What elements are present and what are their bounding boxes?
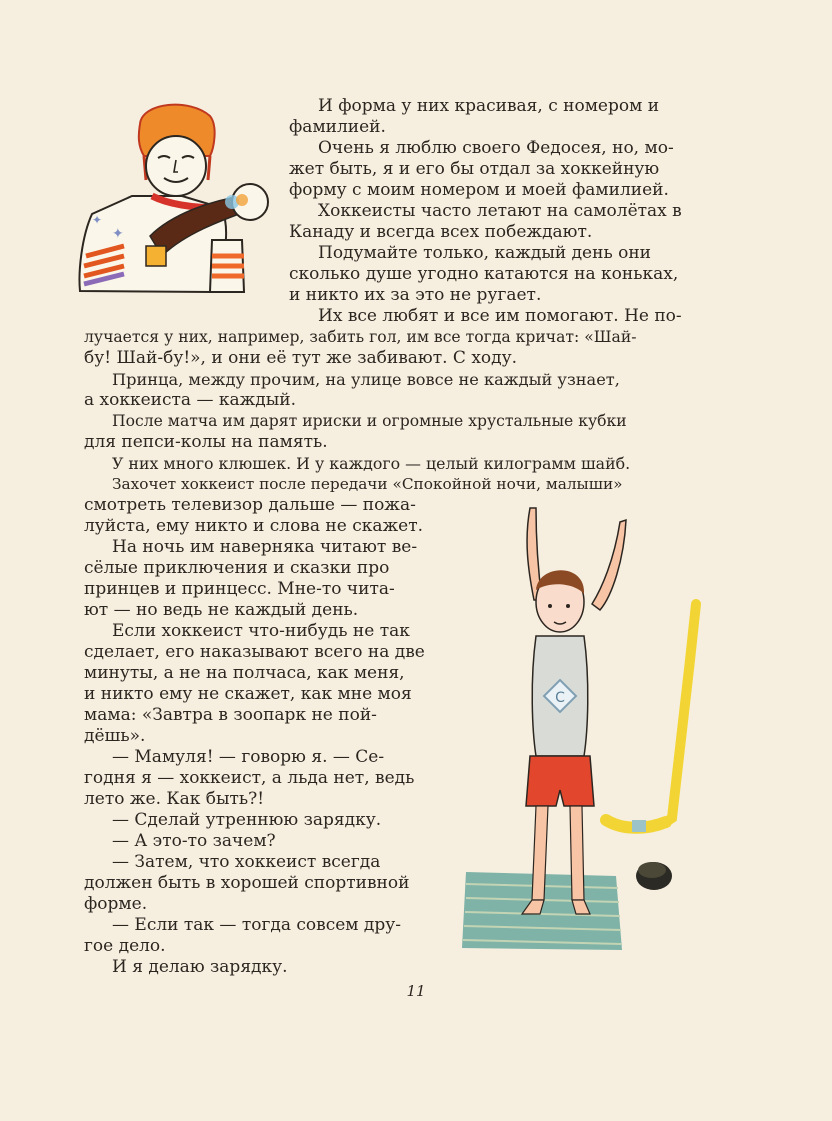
- jersey-letter: С: [555, 690, 565, 706]
- text-line: должен быть в хорошей спортивной: [84, 873, 410, 893]
- text-line: Если хоккеист что-нибудь не так: [112, 621, 410, 641]
- text-line: Очень я люблю своего Федосея, но, мо-: [318, 138, 674, 158]
- text-line: Их все любят и все им помогают. Не по-: [318, 306, 682, 326]
- text-line: дёшь».: [84, 726, 146, 746]
- text-line: лучается у них, например, забить гол, им все тогда кричат: «Шай-: [84, 328, 637, 346]
- text-line: После матча им дарят ириски и огромные хрустальные кубки: [112, 412, 627, 430]
- text-line: — А это-то зачем?: [112, 831, 276, 851]
- text-line: для пепси-колы на память.: [84, 432, 328, 452]
- svg-text:✦: ✦: [112, 226, 124, 242]
- text-line: — Затем, что хоккеист всегда: [112, 852, 381, 872]
- text-line: Хоккеисты часто летают на самолётах в: [318, 201, 682, 221]
- text-line: сделает, его наказывают всего на две: [84, 642, 425, 662]
- text-line: луйста, ему никто и слова не скажет.: [84, 516, 424, 536]
- hockey-player-drinking-illustration: [72, 96, 284, 302]
- text-line: Захочет хоккеист после передачи «Спокойной ночи, малыши»: [112, 475, 623, 493]
- text-line: И я делаю зарядку.: [112, 957, 288, 977]
- text-line: На ночь им наверняка читают ве-: [112, 537, 418, 557]
- text-line: годня я — хоккеист, а льда нет, ведь: [84, 768, 415, 788]
- text-line: бу! Шай-бу!», и они её тут же забивают. С ходу.: [84, 348, 518, 368]
- text-line: смотреть телевизор дальше — пожа-: [84, 495, 416, 515]
- text-line: а хоккеиста — каждый.: [84, 390, 297, 410]
- text-line: И форма у них красивая, с номером и: [318, 96, 660, 116]
- text-line: форму с моим номером и моей фамилией.: [289, 180, 669, 200]
- text-line: — Мамуля! — говорю я. — Се-: [112, 747, 385, 767]
- text-line: жет быть, я и его бы отдал за хоккейную: [289, 159, 660, 179]
- text-line: У них много клюшек. И у каждого — целый килограмм шайб.: [112, 454, 631, 473]
- text-line: принцев и принцесс. Мне-то чита-: [84, 579, 395, 599]
- text-line: — Сделай утреннюю зарядку.: [112, 810, 382, 830]
- text-line: — Если так — тогда совсем дру-: [112, 915, 402, 935]
- text-line: и никто ему не скажет, как мне моя: [84, 684, 412, 704]
- text-line: форме.: [84, 894, 148, 914]
- text-line: сёлые приключения и сказки про: [84, 558, 390, 578]
- svg-text:✦: ✦: [92, 213, 103, 227]
- text-line: минуты, а не на полчаса, как меня,: [84, 663, 405, 683]
- text-line: мама: «Завтра в зоопарк не пой-: [84, 705, 377, 725]
- text-line: Подумайте только, каждый день они: [318, 243, 651, 263]
- page-number: 11: [406, 982, 426, 1000]
- text-line: гое дело.: [84, 936, 166, 956]
- text-line: фамилией.: [289, 117, 386, 137]
- text-line: и никто их за это не ругает.: [289, 285, 542, 305]
- text-line: Канаду и всегда всех побеждают.: [289, 222, 593, 242]
- text-line: лето же. Как быть?!: [84, 789, 265, 809]
- text-line: ют — но ведь не каждый день.: [84, 600, 359, 620]
- text-line: Принца, между прочим, на улице вовсе не каждый узнает,: [112, 370, 620, 389]
- text-line: сколько душе угодно катаются на коньках,: [289, 264, 679, 284]
- boy-exercising-with-hockey-stick-illustration: [456, 500, 726, 962]
